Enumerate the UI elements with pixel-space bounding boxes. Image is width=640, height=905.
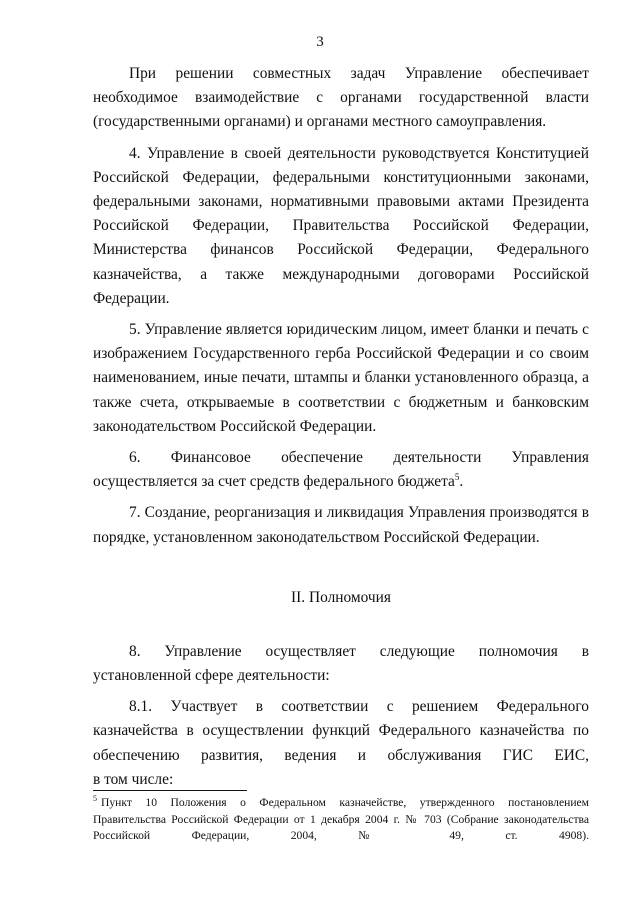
paragraph-8: 8. Управление осуществляет следующие полномочия в установленной сфере деятельности: (93, 642, 589, 685)
paragraph-interaction: При решении совместных задач Управление обеспечивает необходимое взаимодействие с органами государственной власти (государственными органами) и органами местного самоуправления. (93, 65, 589, 131)
paragraph-4: 4. Управление в своей деятельности руководствуется Конституцией Российской Федерации, федеральными конституционными законами, федеральными законами, нормативными правовыми актами Президента Российской Федерации, Правительства Российской Федерации, Министерства финансов Российской Федерации, Федерального казначейства, а также международными договорами Российской Федерации. (93, 144, 589, 307)
footnote-text: Пункт 10 Положения о Федеральном казначействе, утвержденного постановлением Правительства Российской Федерации от 1 декабря 2004 г. № 703 (Собрание законодательства Российской Федерации, 2004, № 49, ст. 4908). (93, 796, 589, 842)
footnote-separator (93, 790, 247, 791)
section-heading: II. Полномочия (291, 588, 391, 606)
footnote (93, 795, 589, 845)
paragraph-7: 7. Создание, реорганизация и ликвидация Управления производятся в порядке, установленном законодательством Российской Федерации. (93, 504, 589, 546)
footnote-mark: 5 (93, 794, 97, 803)
paragraph-8-1-continuation: в том числе: (93, 770, 174, 788)
paragraph-6: 6. Финансовое обеспечение деятельности Управления осуществляется за счет средств федерального бюджета$^5$. (93, 449, 589, 491)
paragraph-5: 5. Управление является юридическим лицом, имеет бланки и печать с изображением Государственного герба Российской Федерации и со своим наименованием, иные печати, штампы и бланки установленного образца, а также счета, открываемые в соответствии с бюджетным и банковским законодательством Российской Федерации. (93, 321, 589, 435)
body-text (93, 62, 589, 792)
footnote-reference: 5 (454, 472, 460, 483)
paragraph-8-1: 8.1. Участвует в соответствии с решением Федерального казначейства в осуществлении функций Федерального казначейства по обеспечению развития, ведения и обслуживания ГИС ЕИС, (93, 698, 589, 764)
page-number: 3 (316, 34, 324, 50)
paragraph-6-text: 6. Финансовое обеспечение деятельности Управления осуществляется за счет средств федерального бюджета (93, 449, 589, 491)
